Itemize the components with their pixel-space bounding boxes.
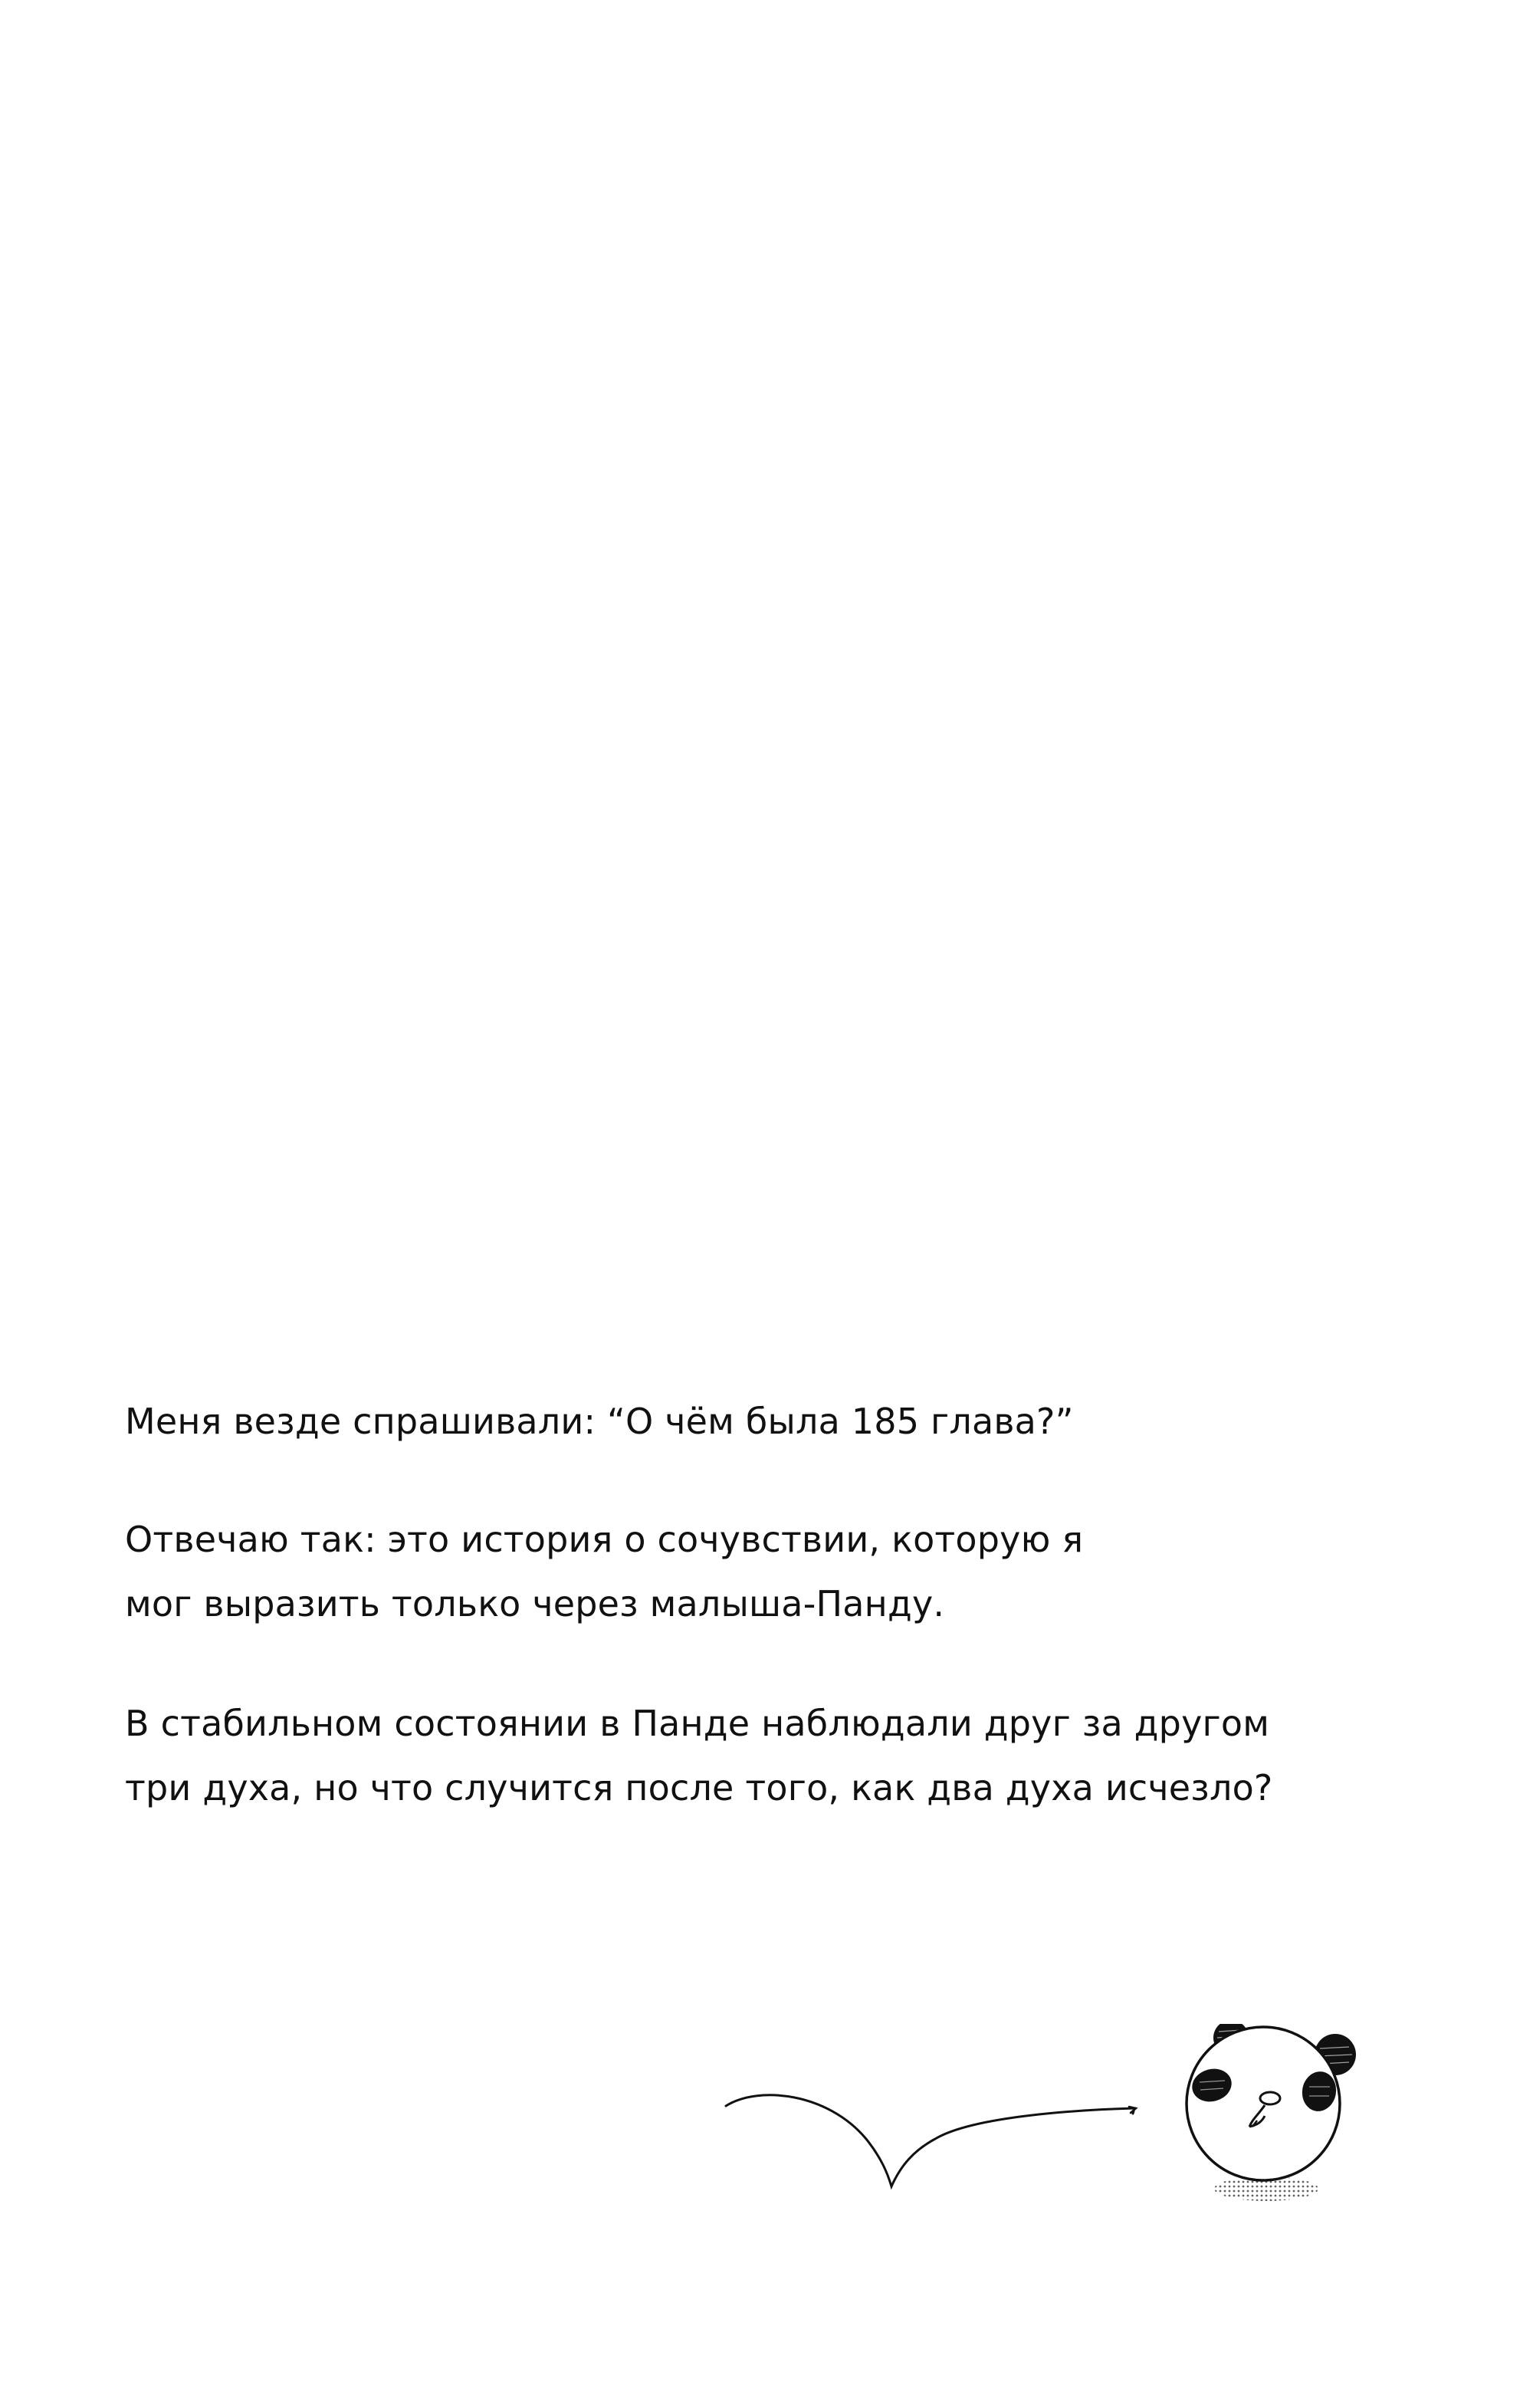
paragraph-question (125, 1389, 1074, 1454)
text-line: три духа, но что случится после того, как два духа исчезло? (125, 1767, 1273, 1808)
panda-head-icon (1187, 2024, 1356, 2180)
paragraph-spirits (125, 1691, 1273, 1820)
text-line: В стабильном состоянии в Панде наблюдали друг за другом (125, 1703, 1270, 1744)
bounce-trail-line (726, 2095, 1134, 2186)
paragraph-answer (125, 1507, 1083, 1636)
panda-doodle (713, 2024, 1387, 2239)
text-line: Отвечаю так: это история о сочувствии, которую я (125, 1519, 1084, 1560)
text-line: Меня везде спрашивали: “О чём была 185 глава?” (125, 1401, 1074, 1442)
text-line: мог выразить только через малыша-Панду. (125, 1583, 945, 1624)
